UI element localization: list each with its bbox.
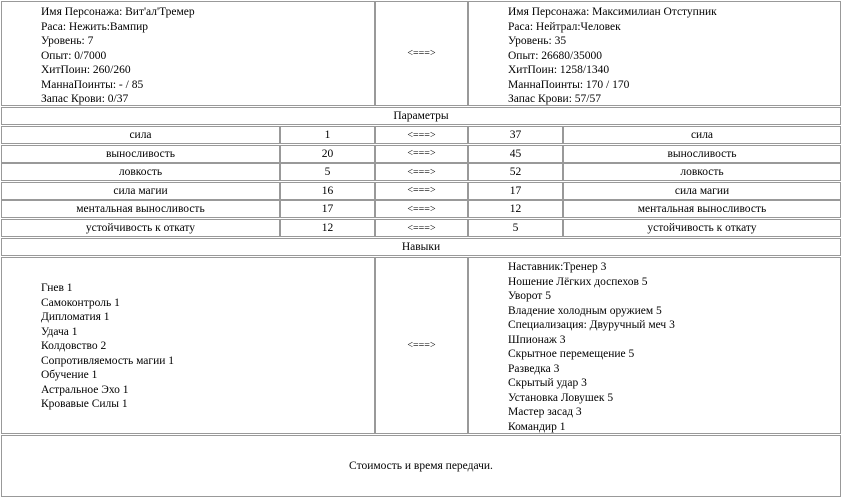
param-name-left	[1, 200, 280, 218]
param-arrow	[375, 145, 468, 163]
params-header-label: Параметры	[393, 110, 449, 122]
param-value-left-text: 1	[324, 129, 331, 141]
skill-item: Колдовство 2	[41, 340, 107, 352]
param-value-right-text: 12	[509, 203, 522, 216]
exchange-arrow: <===>	[407, 48, 436, 59]
param-arrow	[375, 200, 468, 218]
skills-header-label: Навыки	[401, 241, 441, 253]
skill-item: Наставник:Тренер 3	[508, 261, 607, 273]
param-value-left	[280, 163, 375, 181]
param-value-right	[468, 163, 563, 181]
left-char-hp: ХитПоин: 260/260	[41, 64, 131, 76]
skill-item: Разведка 3	[508, 362, 560, 375]
param-value-right	[468, 126, 563, 144]
left-char-mp: МаннаПоинты: - / 85	[41, 78, 144, 91]
right-char-hp: ХитПоин: 1258/1340	[508, 64, 610, 76]
right-char-mp: МаннаПоинты: 170 / 170	[508, 78, 630, 91]
skill-item: Кровавые Силы 1	[41, 398, 128, 410]
param-value-left	[280, 145, 375, 163]
left-character-panel	[1, 1, 375, 106]
skill-item: Гнев 1	[41, 282, 73, 294]
left-char-blood: Запас Крови: 0/37	[41, 93, 129, 105]
param-value-right	[468, 219, 563, 237]
param-value-right	[468, 182, 563, 200]
left-char-race: Раса: Нежить:Вампир	[41, 20, 149, 33]
skill-item: Установка Ловушек 5	[508, 391, 614, 404]
skill-item: Ношение Лёгких доспехов 5	[508, 275, 648, 288]
param-name-right	[563, 182, 841, 200]
param-name-right-text: ловкость	[680, 166, 724, 179]
right-char-race: Раса: Нейтрал:Человек	[508, 20, 621, 33]
param-name-left	[1, 126, 280, 144]
param-name-left-text: ловкость	[118, 166, 163, 179]
param-value-right	[468, 145, 563, 163]
param-arrow-text: <===>	[407, 129, 436, 141]
param-value-left	[280, 126, 375, 144]
param-name-left-text: устойчивость к откату	[85, 222, 196, 234]
param-value-right-text: 37	[509, 129, 522, 141]
param-name-left	[1, 182, 280, 200]
char-arrow-cell	[375, 1, 468, 106]
param-name-right	[563, 145, 841, 163]
param-name-left-text: ментальная выносливость	[76, 203, 205, 216]
param-name-left	[1, 145, 280, 163]
param-arrow	[375, 163, 468, 181]
skill-item: Командир 1	[508, 420, 566, 433]
param-arrow-text: <===>	[407, 203, 436, 215]
right-skills-panel	[468, 257, 841, 434]
param-name-right-text: выносливость	[667, 147, 737, 160]
skill-item: Скрытное перемещение 5	[508, 348, 635, 360]
params-header	[1, 107, 841, 125]
left-char-exp: Опыт: 0/7000	[41, 49, 107, 62]
param-arrow-text: <===>	[407, 148, 436, 160]
right-char-name: Имя Персонажа: Максимилиан Отступник	[508, 6, 717, 18]
param-name-right-text: сила магии	[674, 184, 730, 197]
footer-panel	[1, 435, 841, 497]
param-arrow-text: <===>	[407, 222, 436, 234]
param-value-left-text: 20	[321, 147, 334, 160]
param-arrow	[375, 219, 468, 237]
skill-item: Шпионаж 3	[508, 333, 566, 346]
skill-item: Скрытый удар 3	[508, 377, 587, 389]
skills-header	[1, 238, 841, 256]
param-value-right-text: 17	[509, 184, 522, 197]
footer-text: Стоимость и время передачи.	[349, 460, 493, 472]
skill-item: Обучение 1	[41, 369, 98, 381]
left-char-level: Уровень: 7	[41, 35, 94, 47]
skill-item: Мастер засад 3	[508, 406, 582, 418]
skill-item: Дипломатия 1	[41, 311, 110, 323]
skill-item: Специализация: Двуручный меч 3	[508, 319, 675, 331]
left-char-name: Имя Персонажа: Вит'ал'Тремер	[41, 6, 195, 18]
param-value-left-text: 16	[321, 184, 334, 197]
skill-item: Уворот 5	[508, 290, 551, 302]
skill-item: Владение холодным оружием 5	[508, 304, 662, 317]
param-value-left	[280, 200, 375, 218]
param-name-right	[563, 219, 841, 237]
param-name-right	[563, 200, 841, 218]
param-arrow-text: <===>	[407, 185, 436, 197]
skill-item: Удача 1	[41, 325, 78, 338]
skills-exchange-arrow: <===>	[407, 340, 436, 351]
left-skills-panel	[1, 257, 375, 434]
param-name-right-text: устойчивость к откату	[647, 222, 757, 234]
param-name-right-text: сила	[690, 129, 714, 141]
param-name-left	[1, 219, 280, 237]
param-value-left-text: 5	[324, 166, 331, 179]
param-name-left	[1, 163, 280, 181]
param-value-right-text: 45	[509, 147, 522, 160]
param-value-left	[280, 219, 375, 237]
param-value-left-text: 12	[321, 222, 334, 234]
param-value-left-text: 17	[321, 203, 334, 216]
param-value-right	[468, 200, 563, 218]
param-name-right	[563, 163, 841, 181]
skill-item: Самоконтроль 1	[41, 296, 120, 309]
param-arrow	[375, 182, 468, 200]
right-character-panel	[468, 1, 841, 106]
right-char-blood: Запас Крови: 57/57	[508, 93, 601, 105]
skills-arrow-cell	[375, 257, 468, 434]
param-value-right-text: 5	[512, 222, 519, 234]
param-arrow-text: <===>	[407, 166, 436, 178]
param-value-left	[280, 182, 375, 200]
param-name-left-text: сила магии	[113, 184, 168, 197]
param-value-right-text: 52	[509, 166, 522, 179]
right-char-exp: Опыт: 26680/35000	[508, 49, 602, 62]
param-name-right	[563, 126, 841, 144]
param-name-left-text: сила	[129, 129, 152, 141]
skill-item: Астральное Эхо 1	[41, 383, 129, 396]
param-name-left-text: выносливость	[105, 147, 176, 160]
right-char-level: Уровень: 35	[508, 35, 567, 47]
param-name-right-text: ментальная выносливость	[637, 203, 767, 216]
skill-item: Сопротивляемость магии 1	[41, 354, 175, 367]
param-arrow	[375, 126, 468, 144]
